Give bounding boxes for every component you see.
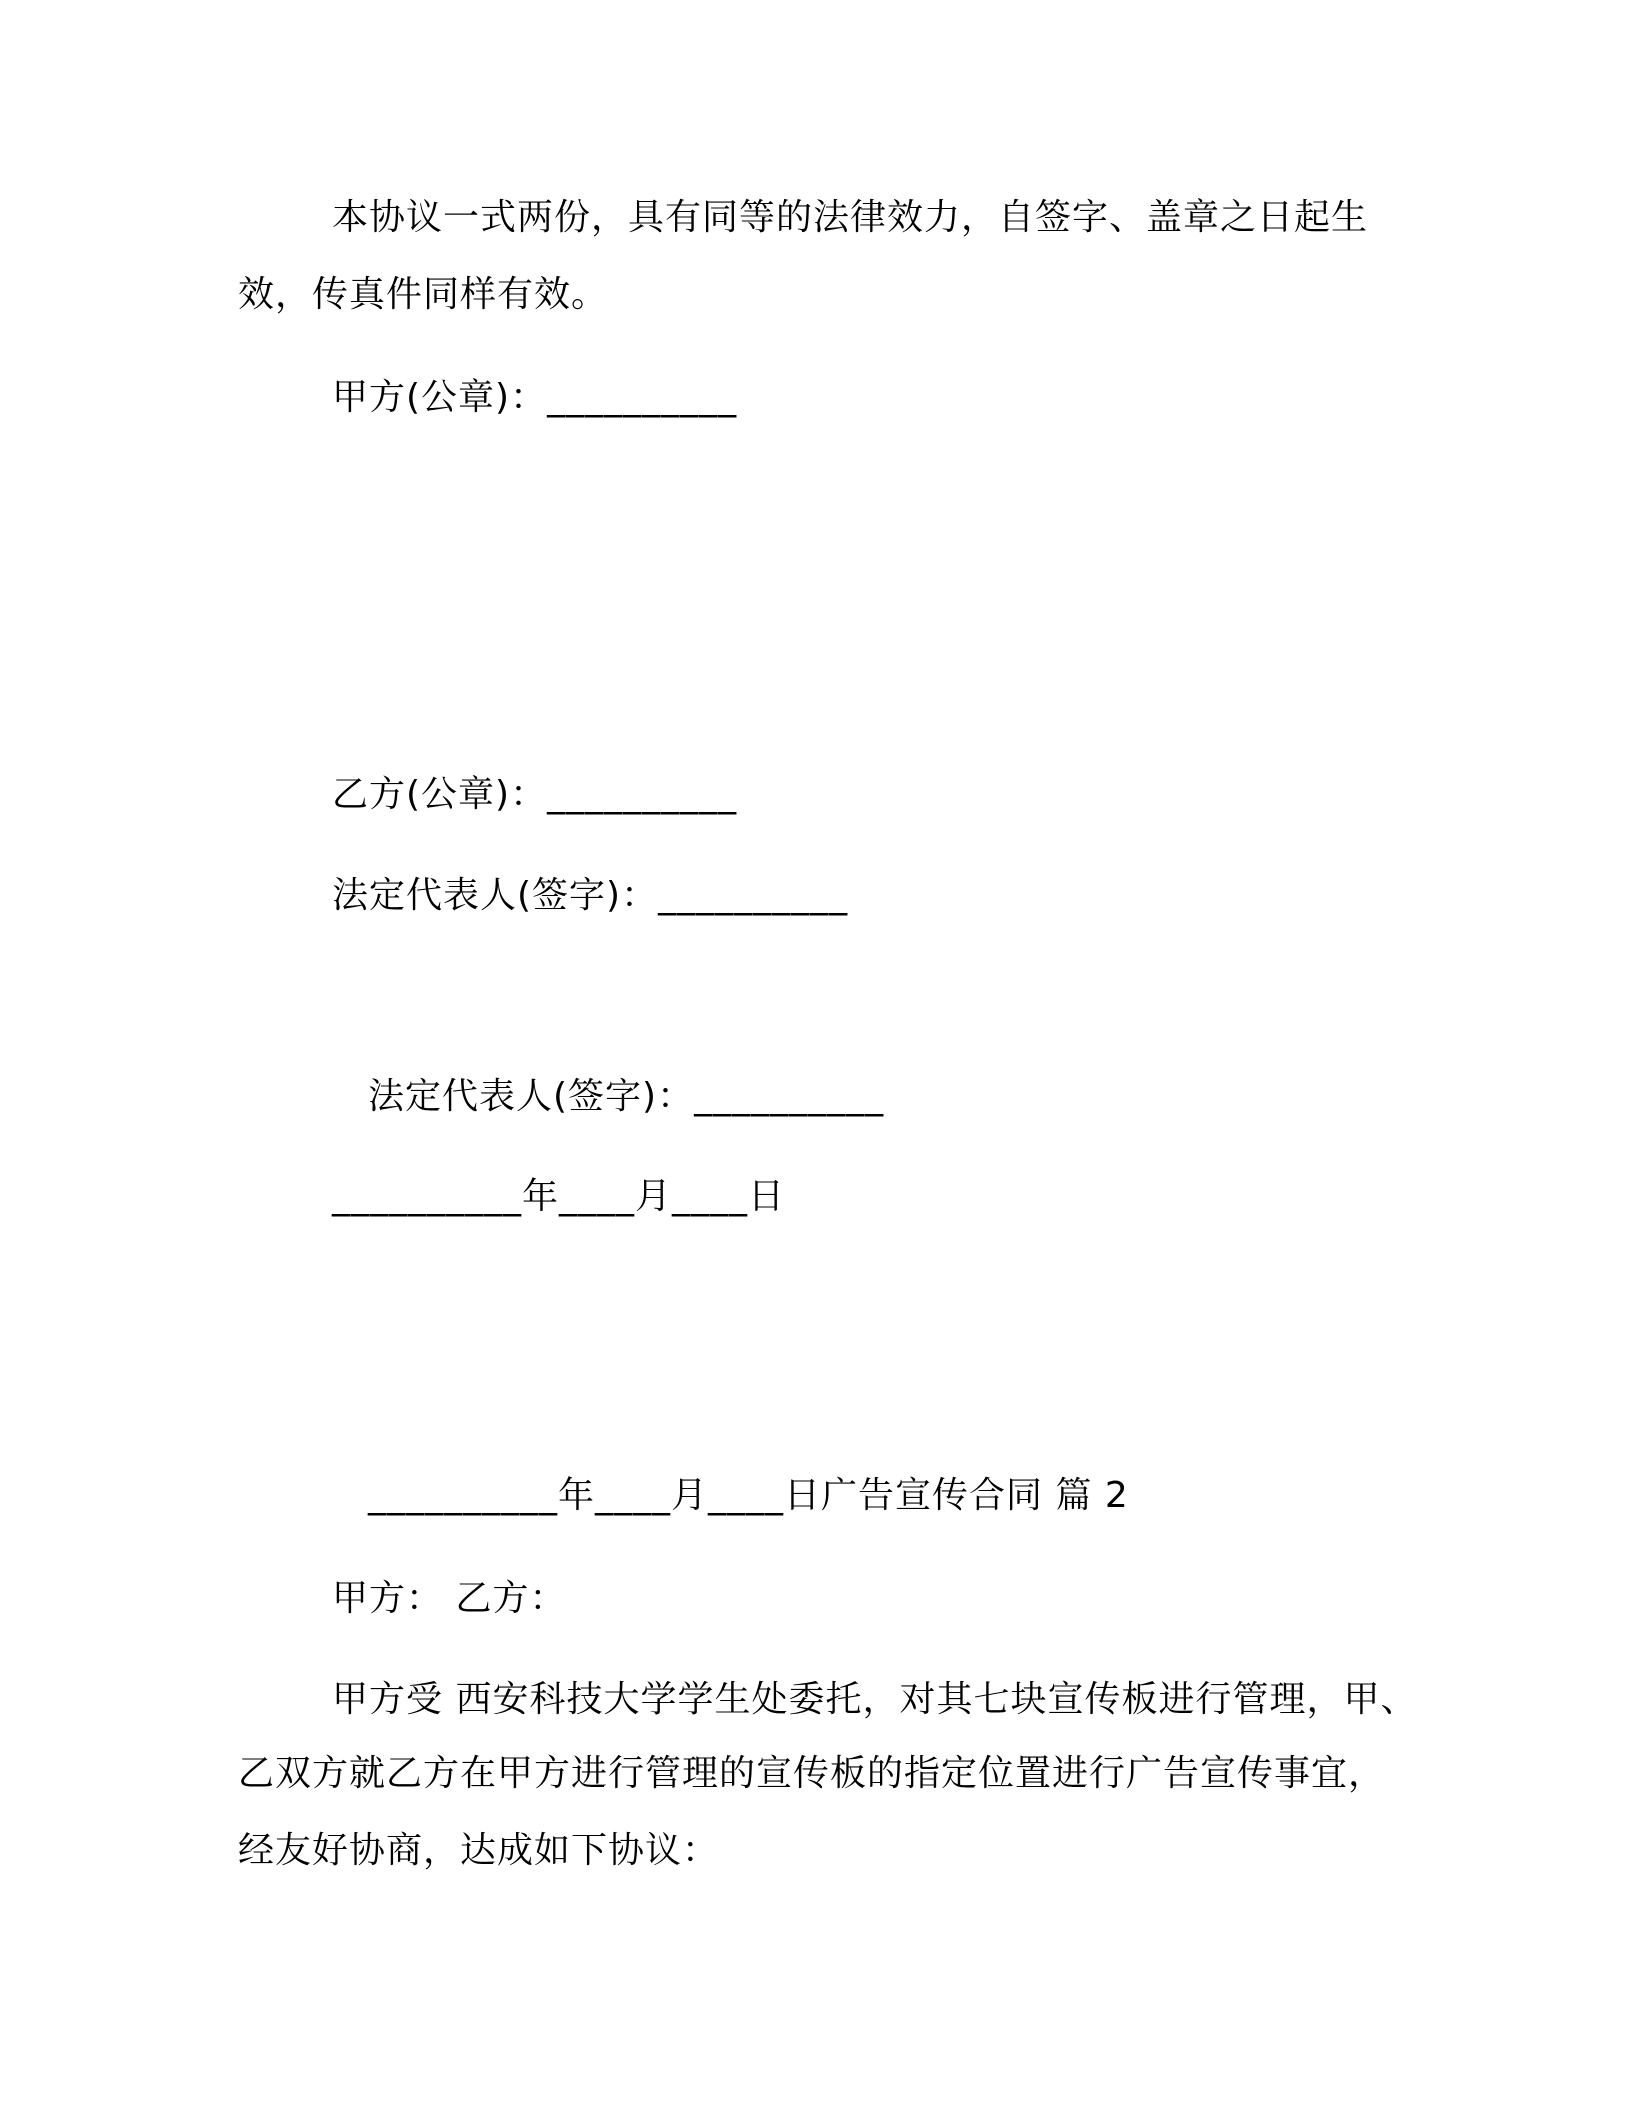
party-b-seal-line: 乙方(公章)：__________ [332,774,738,815]
date-line-1: __________年____月____日 [332,1176,785,1217]
paragraph-intro-line-3: 经友好协商，达成如下协议： [238,1830,720,1871]
paragraph-validity-line-2: 效，传真件同样有效。 [238,274,609,315]
legal-rep-signature-line-1: 法定代表人(签字)：__________ [332,875,849,916]
party-a-seal-line: 甲方(公章)：__________ [332,377,738,418]
paragraph-intro-line-2: 乙双方就乙方在甲方进行管理的宣传板的指定位置进行广告宣传事宜， [238,1753,1386,1794]
paragraph-intro-line-1: 甲方受 西安科技大学学生处委托，对其七块宣传板进行管理，甲、 [332,1679,1418,1720]
paragraph-validity-line-1: 本协议一式两份，具有同等的法律效力，自签字、盖章之日起生 [332,197,1369,238]
section-heading-contract-2: __________年____月____日广告宣传合同 篇 2 [368,1475,1129,1516]
parties-line: 甲方： 乙方： [332,1578,567,1619]
legal-rep-signature-line-2: 法定代表人(签字)：__________ [368,1076,885,1117]
